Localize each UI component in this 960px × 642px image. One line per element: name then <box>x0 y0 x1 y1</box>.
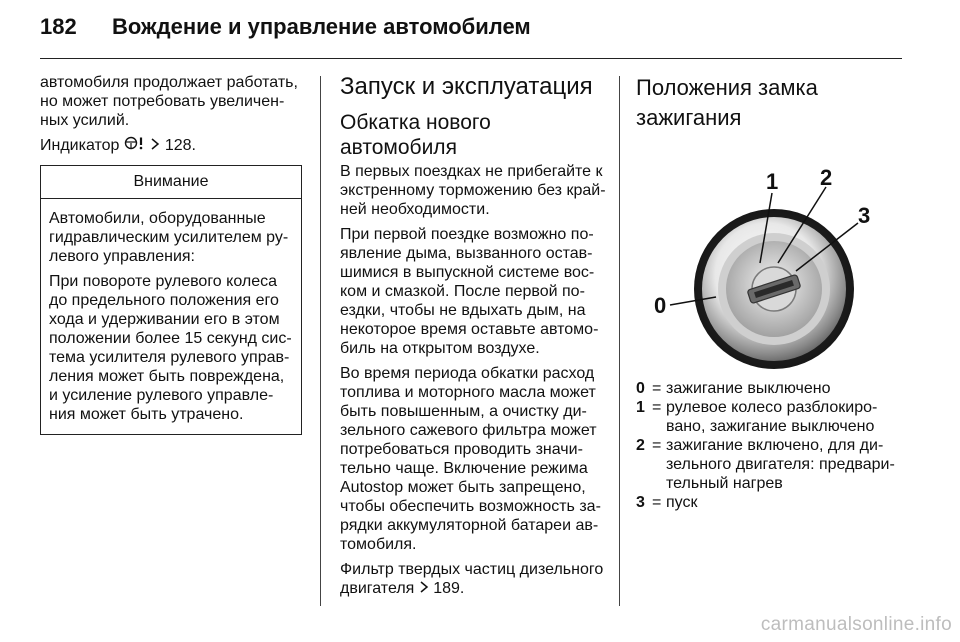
column-divider-2 <box>619 76 620 606</box>
legend-item <box>636 379 904 398</box>
legend-key: 0 <box>636 380 645 397</box>
steering-warning-icon <box>124 136 146 155</box>
legend-text: зажигание выключено <box>666 380 831 397</box>
dpf-text: Фильтр твердых частиц дизельного двигателя <box>340 561 604 597</box>
legend-eq: = <box>652 399 662 416</box>
legend-key: 3 <box>636 494 645 511</box>
warning-text-1: Автомобили, оборудованные гидравлическим усилителем рулевого управления: <box>49 210 289 265</box>
ignition-switch-figure <box>636 145 904 371</box>
warning-text-2: При повороте рулевого колеса до предельного положения его хода и удерживании его в этом положении более 15 секунд система усилителя рулевого управления может быть повреждена, и усиление рулевого управления может быть утрачено. <box>49 273 292 423</box>
dpf-reference-line <box>340 560 606 598</box>
legend-text: зажигание включено, для дизельного двигателя: предварительный нагрев <box>666 437 895 492</box>
legend-item <box>636 436 904 493</box>
header-rule <box>40 58 902 59</box>
column-middle <box>340 73 606 604</box>
figure-label-3: 3 <box>858 203 871 228</box>
ignition-title: Положения замка зажигания <box>636 75 818 130</box>
legend-eq: = <box>652 437 662 454</box>
intro-text: автомобиля продолжает работать, но может потребовать увеличенных усилий. <box>40 74 298 129</box>
legend-eq: = <box>652 380 662 397</box>
legend-item <box>636 398 904 436</box>
figure-label-1: 1 <box>766 169 779 194</box>
chapter-title: Вождение и управление автомобилем <box>112 14 531 39</box>
page-reference-icon <box>150 136 160 155</box>
column-right <box>636 73 904 512</box>
break-in-text-1: В первых поездках не прибегайте к экстренному торможению без крайней необходимости. <box>340 163 606 218</box>
warning-box <box>40 165 302 435</box>
section-title: Запуск и эксплуатация <box>340 73 593 100</box>
page-number: 182 <box>40 14 77 39</box>
column-left <box>40 73 302 435</box>
legend-list <box>636 379 904 512</box>
page-reference-icon <box>419 579 429 598</box>
indicator-line <box>40 136 302 155</box>
figure-label-0: 0 <box>654 293 667 318</box>
subsection-title: Обкатка нового автомобиля <box>340 111 491 159</box>
indicator-page-ref[interactable]: 128. <box>164 137 196 154</box>
legend-key: 1 <box>636 399 645 416</box>
legend-eq: = <box>652 494 662 511</box>
warning-title: Внимание <box>41 166 301 199</box>
indicator-label: Индикатор <box>40 137 120 154</box>
legend-item <box>636 493 904 512</box>
break-in-text-3: Во время периода обкатки расход топлива и моторного масла может быть повышенным, а очистку дизельного сажевого фильтра может потребоваться проводить значительно чаще. Включение режима Autostop может быть запрещено, чтобы обеспечить возможность зарядки аккумуляторной батареи автомобиля. <box>340 365 601 553</box>
break-in-text-2: При первой поездке возможно появление дыма, вызванного оставшимися в выпускной системе воском и смазкой. После первой поездки, чтобы не вдыхать дым, на некоторое время оставьте автомобиль на открытом воздухе. <box>340 226 599 357</box>
dpf-page-ref[interactable]: 189. <box>433 580 465 597</box>
column-divider-1 <box>320 76 321 606</box>
figure-label-2: 2 <box>820 165 833 190</box>
legend-key: 2 <box>636 437 645 454</box>
legend-text: пуск <box>666 494 698 511</box>
legend-text: рулевое колесо разблокировано, зажигание выключено <box>666 399 878 435</box>
watermark: carmanualsonline.info <box>760 614 952 635</box>
